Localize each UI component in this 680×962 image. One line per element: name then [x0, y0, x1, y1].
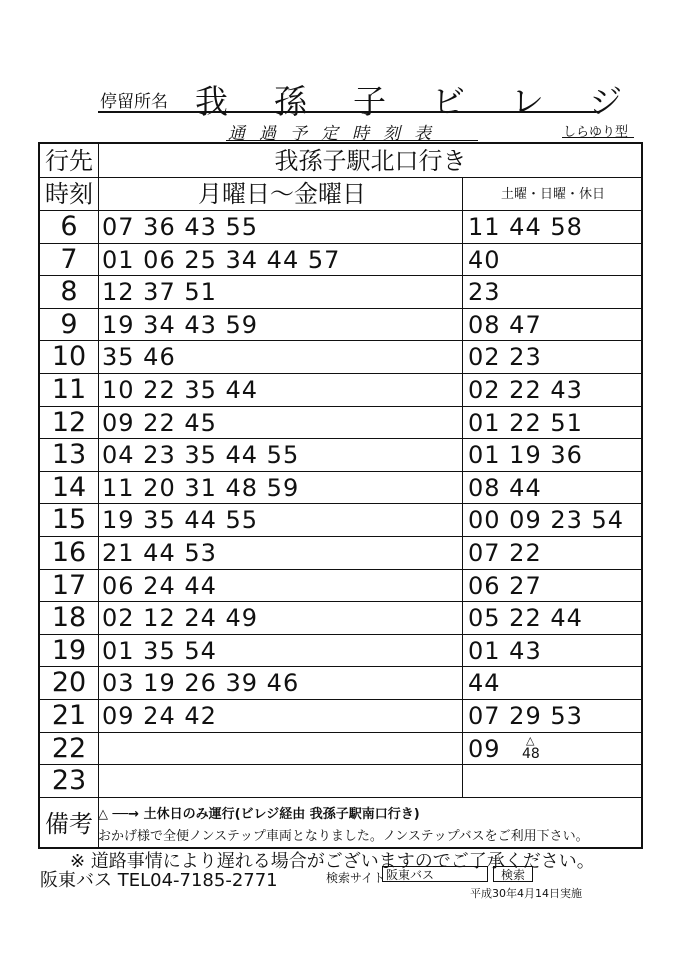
hour-cell: 14 [51, 471, 87, 503]
weekend-times: 01 19 36 [468, 441, 583, 470]
search-site-label: 検索サイト [326, 871, 386, 885]
weekday-times: 09 24 42 [102, 702, 217, 730]
weekday-times: 19 35 44 55 [102, 506, 259, 535]
hour-cell: 15 [51, 504, 87, 536]
hour-cell: 16 [51, 537, 87, 568]
stop-name: 我孫子ビレジ [195, 82, 669, 121]
weekend-times: 11 44 58 [468, 213, 583, 241]
grid-line [40, 797, 641, 798]
remarks-label: 備考 [45, 810, 93, 838]
hour-cell: 9 [60, 308, 78, 340]
weekday-times: 07 36 43 55 [102, 213, 259, 241]
hour-cell: 13 [51, 439, 87, 471]
remarks-line1: △ ──→ 土休日のみ運行(ビレジ経由 我孫子駅南口行き) [98, 807, 420, 822]
hour-cell: 17 [51, 569, 87, 601]
weekday-times: 09 22 45 [102, 408, 217, 437]
weekend-times: 44 [468, 669, 501, 698]
weekend-times: 23 [468, 278, 501, 307]
grid-line [40, 177, 641, 178]
hour-cell: 8 [60, 276, 78, 308]
hour-cell: 6 [60, 211, 78, 242]
destination: 我孫子駅北口行き [274, 147, 467, 175]
timetable-subtitle: 通過予定時刻表 [228, 124, 445, 144]
weekend-times: 08 44 [468, 473, 542, 502]
subtitle-underline [226, 140, 478, 141]
stop-underline [98, 111, 596, 113]
grid-line [98, 144, 99, 849]
weekend-times: 06 27 [468, 571, 542, 600]
operator-contact: 阪東バス TEL04-7185-2771 [40, 870, 278, 891]
search-button[interactable]: 検索 [493, 866, 533, 882]
stop-label: 停留所名 [100, 92, 168, 112]
timetable [38, 142, 643, 849]
route-type-underline [562, 137, 634, 138]
delay-notice: ※ 道路事情により遅れる場合がございますのでご了承ください。 [70, 851, 595, 872]
hour-cell: 21 [51, 700, 87, 731]
weekday-times: 12 37 51 [102, 278, 217, 307]
weekday-times: 01 06 25 34 44 57 [102, 245, 341, 274]
special-time: 48 [522, 745, 540, 762]
hour-cell: 19 [51, 634, 87, 666]
weekend-times: 00 09 23 54 [468, 506, 625, 535]
time-col-label: 時刻 [45, 180, 93, 208]
remarks-line2: おかげ様で全便ノンステップ車両となりました。ノンステップバスをご利用下さい。 [98, 829, 589, 844]
hour-cell: 11 [51, 374, 87, 405]
weekend-times: 40 [468, 245, 501, 274]
weekend-times: 07 22 [468, 539, 542, 567]
weekday-times: 02 12 24 49 [102, 604, 259, 633]
weekend-times: 07 29 53 [468, 702, 583, 730]
weekday-times: 19 34 43 59 [102, 310, 259, 339]
hour-cell: 12 [51, 406, 87, 438]
search-site-field[interactable]: 阪東バス [382, 866, 488, 882]
hour-cell: 23 [51, 765, 87, 797]
weekday-times: 35 46 [102, 343, 176, 372]
weekday-times: 10 22 35 44 [102, 376, 259, 404]
weekday-times: 01 35 54 [102, 636, 217, 665]
hour-cell: 10 [51, 341, 87, 373]
weekend-label: 土曜・日曜・休日 [500, 187, 605, 202]
weekend-times: 02 23 [468, 343, 542, 372]
weekday-times: 04 23 35 44 55 [102, 441, 300, 470]
weekend-times: 01 43 [468, 636, 542, 665]
destination-col-label: 行先 [45, 147, 93, 175]
route-type: しらゆり型 [563, 125, 629, 140]
weekend-times: 02 22 43 [468, 376, 583, 404]
grid-line [462, 178, 463, 797]
weekend-times: 05 22 44 [468, 604, 583, 633]
weekday-times: 11 20 31 48 59 [102, 473, 300, 502]
weekday-times: 21 44 53 [102, 539, 217, 567]
weekday-times: 06 24 44 [102, 571, 217, 600]
weekday-label: 月曜日～金曜日 [198, 180, 366, 208]
hour-cell: 20 [51, 667, 87, 699]
hour-cell: 22 [51, 732, 87, 764]
hour-cell: 18 [51, 602, 87, 634]
grid-line [40, 210, 641, 211]
hour-cell: 7 [60, 243, 78, 275]
weekend-times: 08 47 [468, 310, 542, 339]
grid-line [40, 764, 641, 765]
weekday-times: 03 19 26 39 46 [102, 669, 300, 698]
weekend-times: 01 22 51 [468, 408, 583, 437]
effective-date: 平成30年4月14日実施 [470, 887, 582, 900]
weekend-times: 09 [468, 734, 501, 763]
special-mark: △ [526, 733, 535, 747]
